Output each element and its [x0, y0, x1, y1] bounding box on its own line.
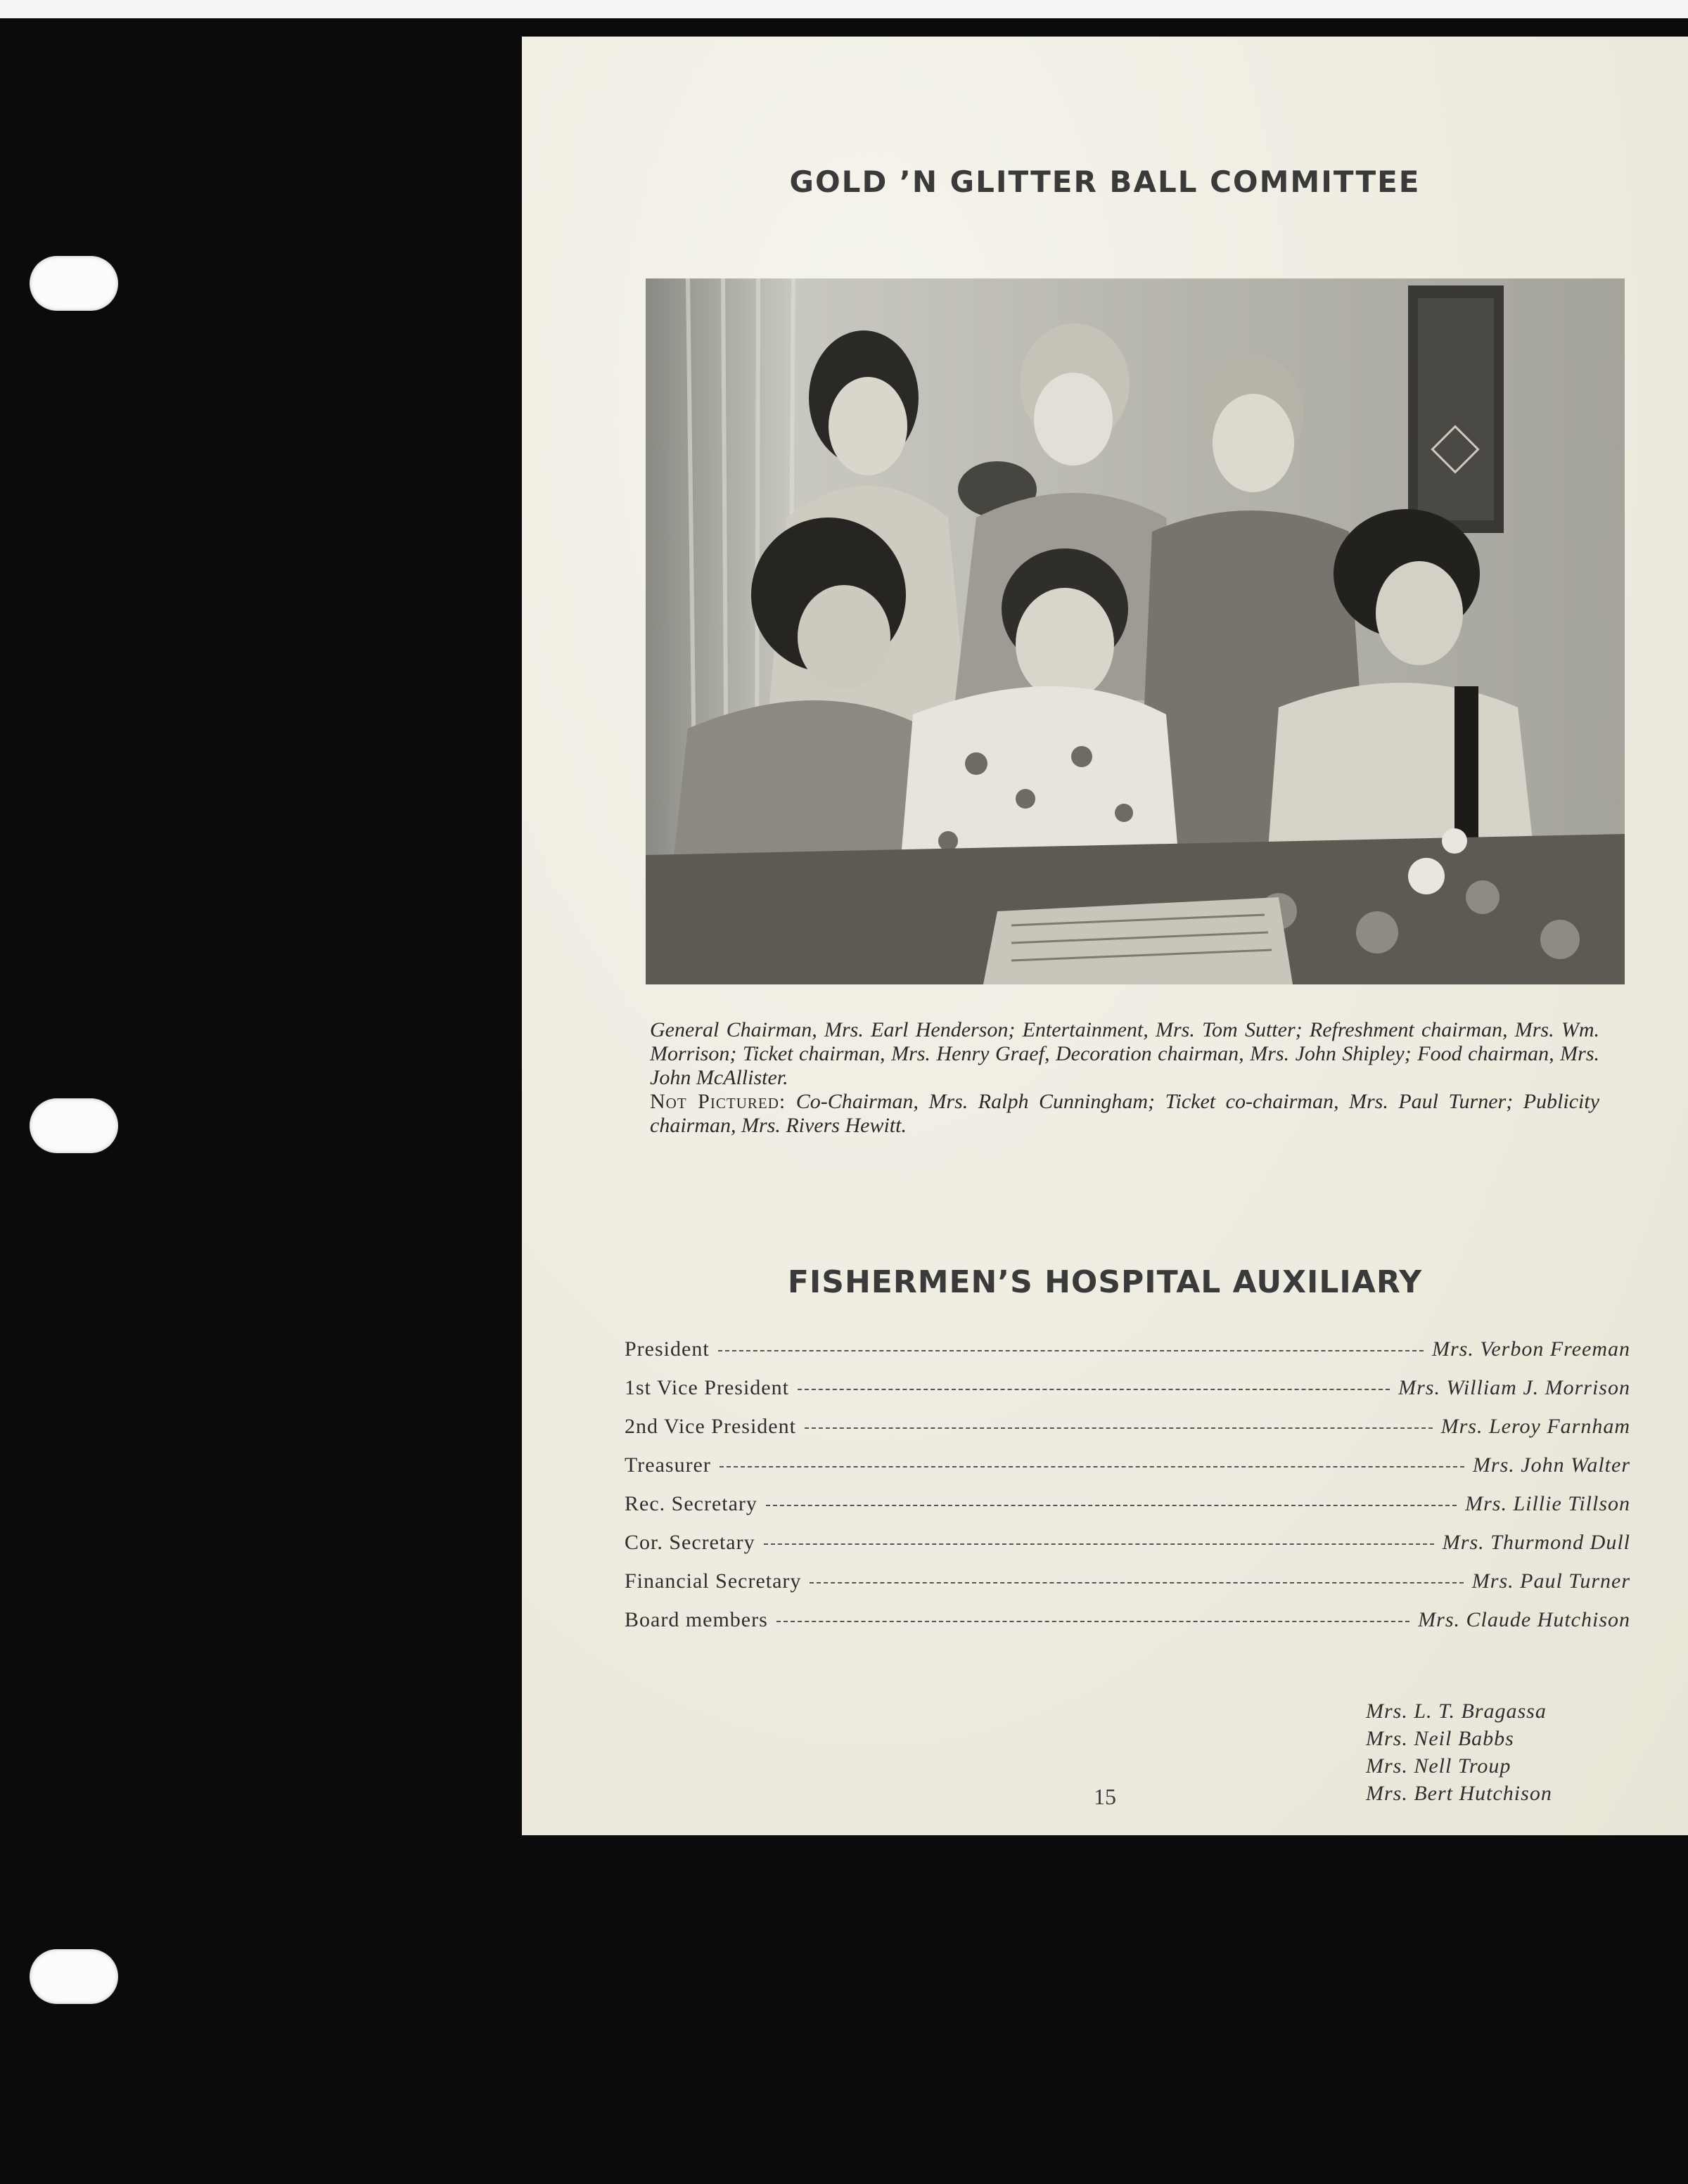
board-member-name: Mrs. L. T. Bragassa — [1366, 1700, 1547, 1723]
scan-top-strip — [0, 0, 1688, 18]
committee-title: GOLD ’N GLITTER BALL COMMITTEE — [789, 165, 1421, 199]
dotted-leader — [718, 1349, 1424, 1351]
officer-name: Mrs. Claude Hutchison — [1418, 1608, 1630, 1631]
officer-role: Treasurer — [625, 1453, 711, 1477]
officer-role: 2nd Vice President — [625, 1415, 796, 1438]
dotted-leader — [810, 1581, 1463, 1584]
officer-name: Mrs. Thurmond Dull — [1442, 1531, 1630, 1554]
binder-hole-bottom — [30, 1949, 118, 2004]
binder-hole-middle — [30, 1098, 118, 1153]
dotted-leader — [720, 1465, 1464, 1467]
officer-name: Mrs. Lillie Tillson — [1465, 1492, 1630, 1515]
officer-row — [625, 1608, 1630, 1647]
page-number: 15 — [1094, 1784, 1116, 1809]
committee-group-photo — [646, 278, 1625, 984]
officer-row — [625, 1337, 1630, 1376]
dotted-leader — [776, 1620, 1409, 1622]
officer-row — [625, 1531, 1630, 1569]
caption-officers-text: General Chairman, Mrs. Earl Henderson; Entertainment, Mrs. Tom Sutter; Refreshment chairman, Mrs. Wm. Morrison; Ticket chairman, Mrs. Henry Graef, Decoration chairman, Mrs. John Shipley; Food chairman, Mrs. John McAllister. — [650, 1018, 1599, 1089]
officer-row — [625, 1453, 1630, 1492]
officer-role: President — [625, 1337, 710, 1361]
officer-name: Mrs. Leroy Farnham — [1440, 1415, 1630, 1438]
officer-list — [625, 1337, 1630, 1647]
dotted-leader — [766, 1504, 1457, 1506]
officer-role: Cor. Secretary — [625, 1531, 755, 1554]
auxiliary-title: FISHERMEN’S HOSPITAL AUXILIARY — [787, 1264, 1423, 1300]
binder-hole-top — [30, 256, 118, 311]
officer-row — [625, 1376, 1630, 1415]
dotted-leader — [805, 1427, 1433, 1429]
group-photo-image — [646, 278, 1625, 984]
scrapbook-page — [522, 37, 1688, 1835]
caption-not-pictured-label: Not Pictured: — [650, 1090, 786, 1113]
board-member-name: Mrs. Nell Troup — [1366, 1754, 1511, 1778]
board-member-name: Mrs. Neil Babbs — [1366, 1727, 1514, 1750]
officer-name: Mrs. Verbon Freeman — [1431, 1337, 1630, 1361]
officer-role: Board members — [625, 1608, 768, 1631]
caption-not-pictured-text: Co-Chairman, Mrs. Ralph Cunningham; Ticket co-chairman, Mrs. Paul Turner; Publicity chairman, Mrs. Rivers Hewitt. — [650, 1090, 1600, 1137]
officer-role: 1st Vice President — [625, 1376, 789, 1399]
dotted-leader — [764, 1543, 1434, 1545]
officer-row — [625, 1569, 1630, 1608]
photo-caption — [650, 1018, 1599, 1138]
dotted-leader — [798, 1388, 1390, 1390]
board-member-name: Mrs. Bert Hutchison — [1366, 1782, 1552, 1805]
officer-name: Mrs. William J. Morrison — [1398, 1376, 1630, 1399]
officer-name: Mrs. John Walter — [1472, 1453, 1630, 1477]
officer-role: Rec. Secretary — [625, 1492, 757, 1515]
officer-row — [625, 1492, 1630, 1531]
officer-row — [625, 1415, 1630, 1453]
officer-name: Mrs. Paul Turner — [1471, 1569, 1630, 1593]
officer-role: Financial Secretary — [625, 1569, 802, 1593]
